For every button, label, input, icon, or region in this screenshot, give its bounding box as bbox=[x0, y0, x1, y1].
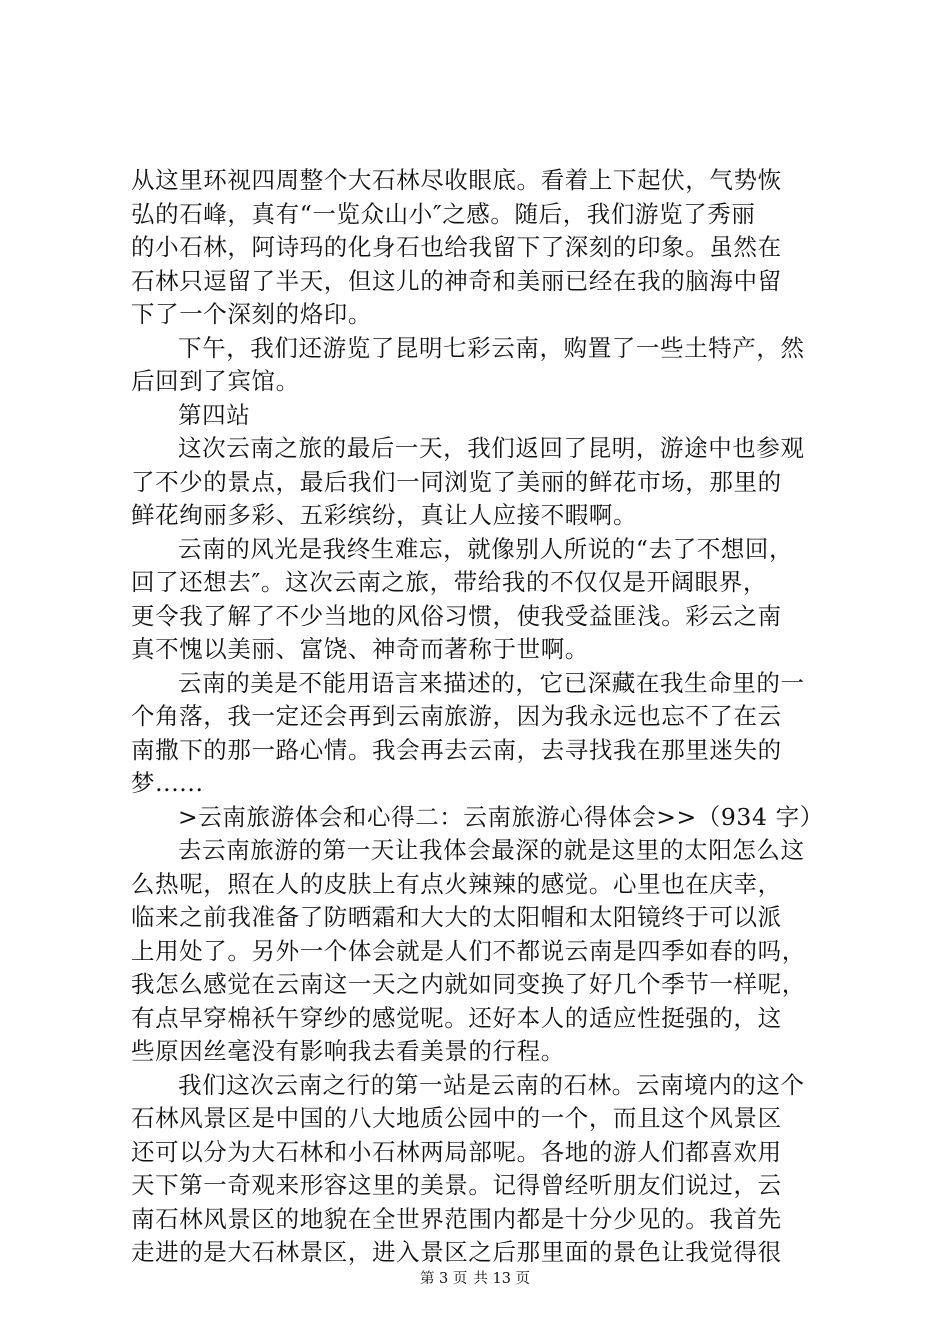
section-heading: 第四站 bbox=[178, 400, 251, 429]
article-title-line: >云南旅游体会和心得二：云南旅游心得体会>>（934 字） bbox=[178, 802, 824, 831]
text-line: 后回到了宾馆。 bbox=[131, 367, 300, 395]
text-line: 下午，我们还游览了昆明七彩云南，购置了一些土特产，然 bbox=[178, 333, 805, 362]
text-line: 些原因丝毫没有影响我去看美景的行程。 bbox=[131, 1037, 565, 1065]
text-line: 回了还想去″。这次云南之旅，带给我的不仅仅是开阔眼界， bbox=[131, 568, 767, 596]
text-line: 去云南旅游的第一天让我体会最深的就是这里的太阳怎么这 bbox=[178, 836, 805, 864]
text-line: 走进的是大石林景区，进入景区之后那里面的景色让我觉得很 bbox=[131, 1238, 782, 1266]
text-line: 这次云南之旅的最后一天，我们返回了昆明，游途中也参观 bbox=[178, 434, 805, 462]
text-line: 云南的美是不能用语言来描述的，它已深藏在我生命里的一 bbox=[178, 668, 805, 697]
text-line: 了不少的景点，最后我们一同浏览了美丽的鲜花市场，那里的 bbox=[131, 467, 782, 496]
page-number: 第 3 页 bbox=[419, 1271, 468, 1287]
page-total: 共 13 页 bbox=[473, 1271, 531, 1287]
text-line: 的小石林，阿诗玛的化身石也给我留下了深刻的印象。虽然在 bbox=[131, 233, 782, 261]
text-line: 上用处了。另外一个体会就是人们不都说云南是四季如春的吗， bbox=[131, 936, 806, 965]
text-line: 还可以分为大石林和小石林两局部呢。各地的游人们都喜欢用 bbox=[131, 1137, 782, 1166]
text-line: 南石林风景区的地貌在全世界范围内都是十分少见的。我首先 bbox=[131, 1204, 782, 1233]
text-line: 下了一个深刻的烙印。 bbox=[131, 300, 372, 328]
text-line: 真不愧以美丽、富饶、神奇而著称于世啊。 bbox=[131, 635, 589, 663]
text-line: 我们这次云南之行的第一站是云南的石林。云南境内的这个 bbox=[178, 1070, 805, 1099]
text-line: 有点早穿棉袄午穿纱的感觉呢。还好本人的适应性挺强的，这 bbox=[131, 1003, 782, 1032]
text-line: 南撒下的那一路心情。我会再去云南，去寻找我在那里迷失的 bbox=[131, 735, 782, 764]
text-line: 更令我了解了不少当地的风俗习惯，使我受益匪浅。彩云之南 bbox=[131, 601, 782, 630]
text-line: 梦...... bbox=[131, 769, 204, 797]
text-line: 石林只逗留了半天，但这儿的神奇和美丽已经在我的脑海中留 bbox=[131, 266, 782, 295]
page-footer bbox=[0, 1270, 950, 1288]
text-line: 云南的风光是我终生难忘，就像别人所说的“去了不想回， bbox=[178, 534, 794, 563]
text-line: 个角落，我一定还会再到云南旅游，因为我永远也忘不了在云 bbox=[131, 702, 782, 730]
document-body bbox=[131, 164, 831, 1270]
text-line: 临来之前我准备了防晒霜和大大的太阳帽和太阳镜终于可以派 bbox=[131, 903, 782, 931]
text-line: 我怎么感觉在云南这一天之内就如同变换了好几个季节一样呢， bbox=[131, 970, 806, 998]
text-line: 从这里环视四周整个大石林尽收眼底。看着上下起伏，气势恢 bbox=[131, 166, 782, 194]
text-line: 么热呢，照在人的皮肤上有点火辣辣的感觉。心里也在庆幸， bbox=[131, 869, 782, 898]
text-line: 天下第一奇观来形容这里的美景。记得曾经听朋友们说过，云 bbox=[131, 1171, 782, 1199]
text-line: 石林风景区是中国的八大地质公园中的一个，而且这个风景区 bbox=[131, 1104, 782, 1132]
text-line: 弘的石峰，真有“一览众山小″之感。随后，我们游览了秀丽 bbox=[131, 199, 756, 228]
text-line: 鲜花绚丽多彩、五彩缤纷，真让人应接不暇啊。 bbox=[131, 501, 638, 529]
